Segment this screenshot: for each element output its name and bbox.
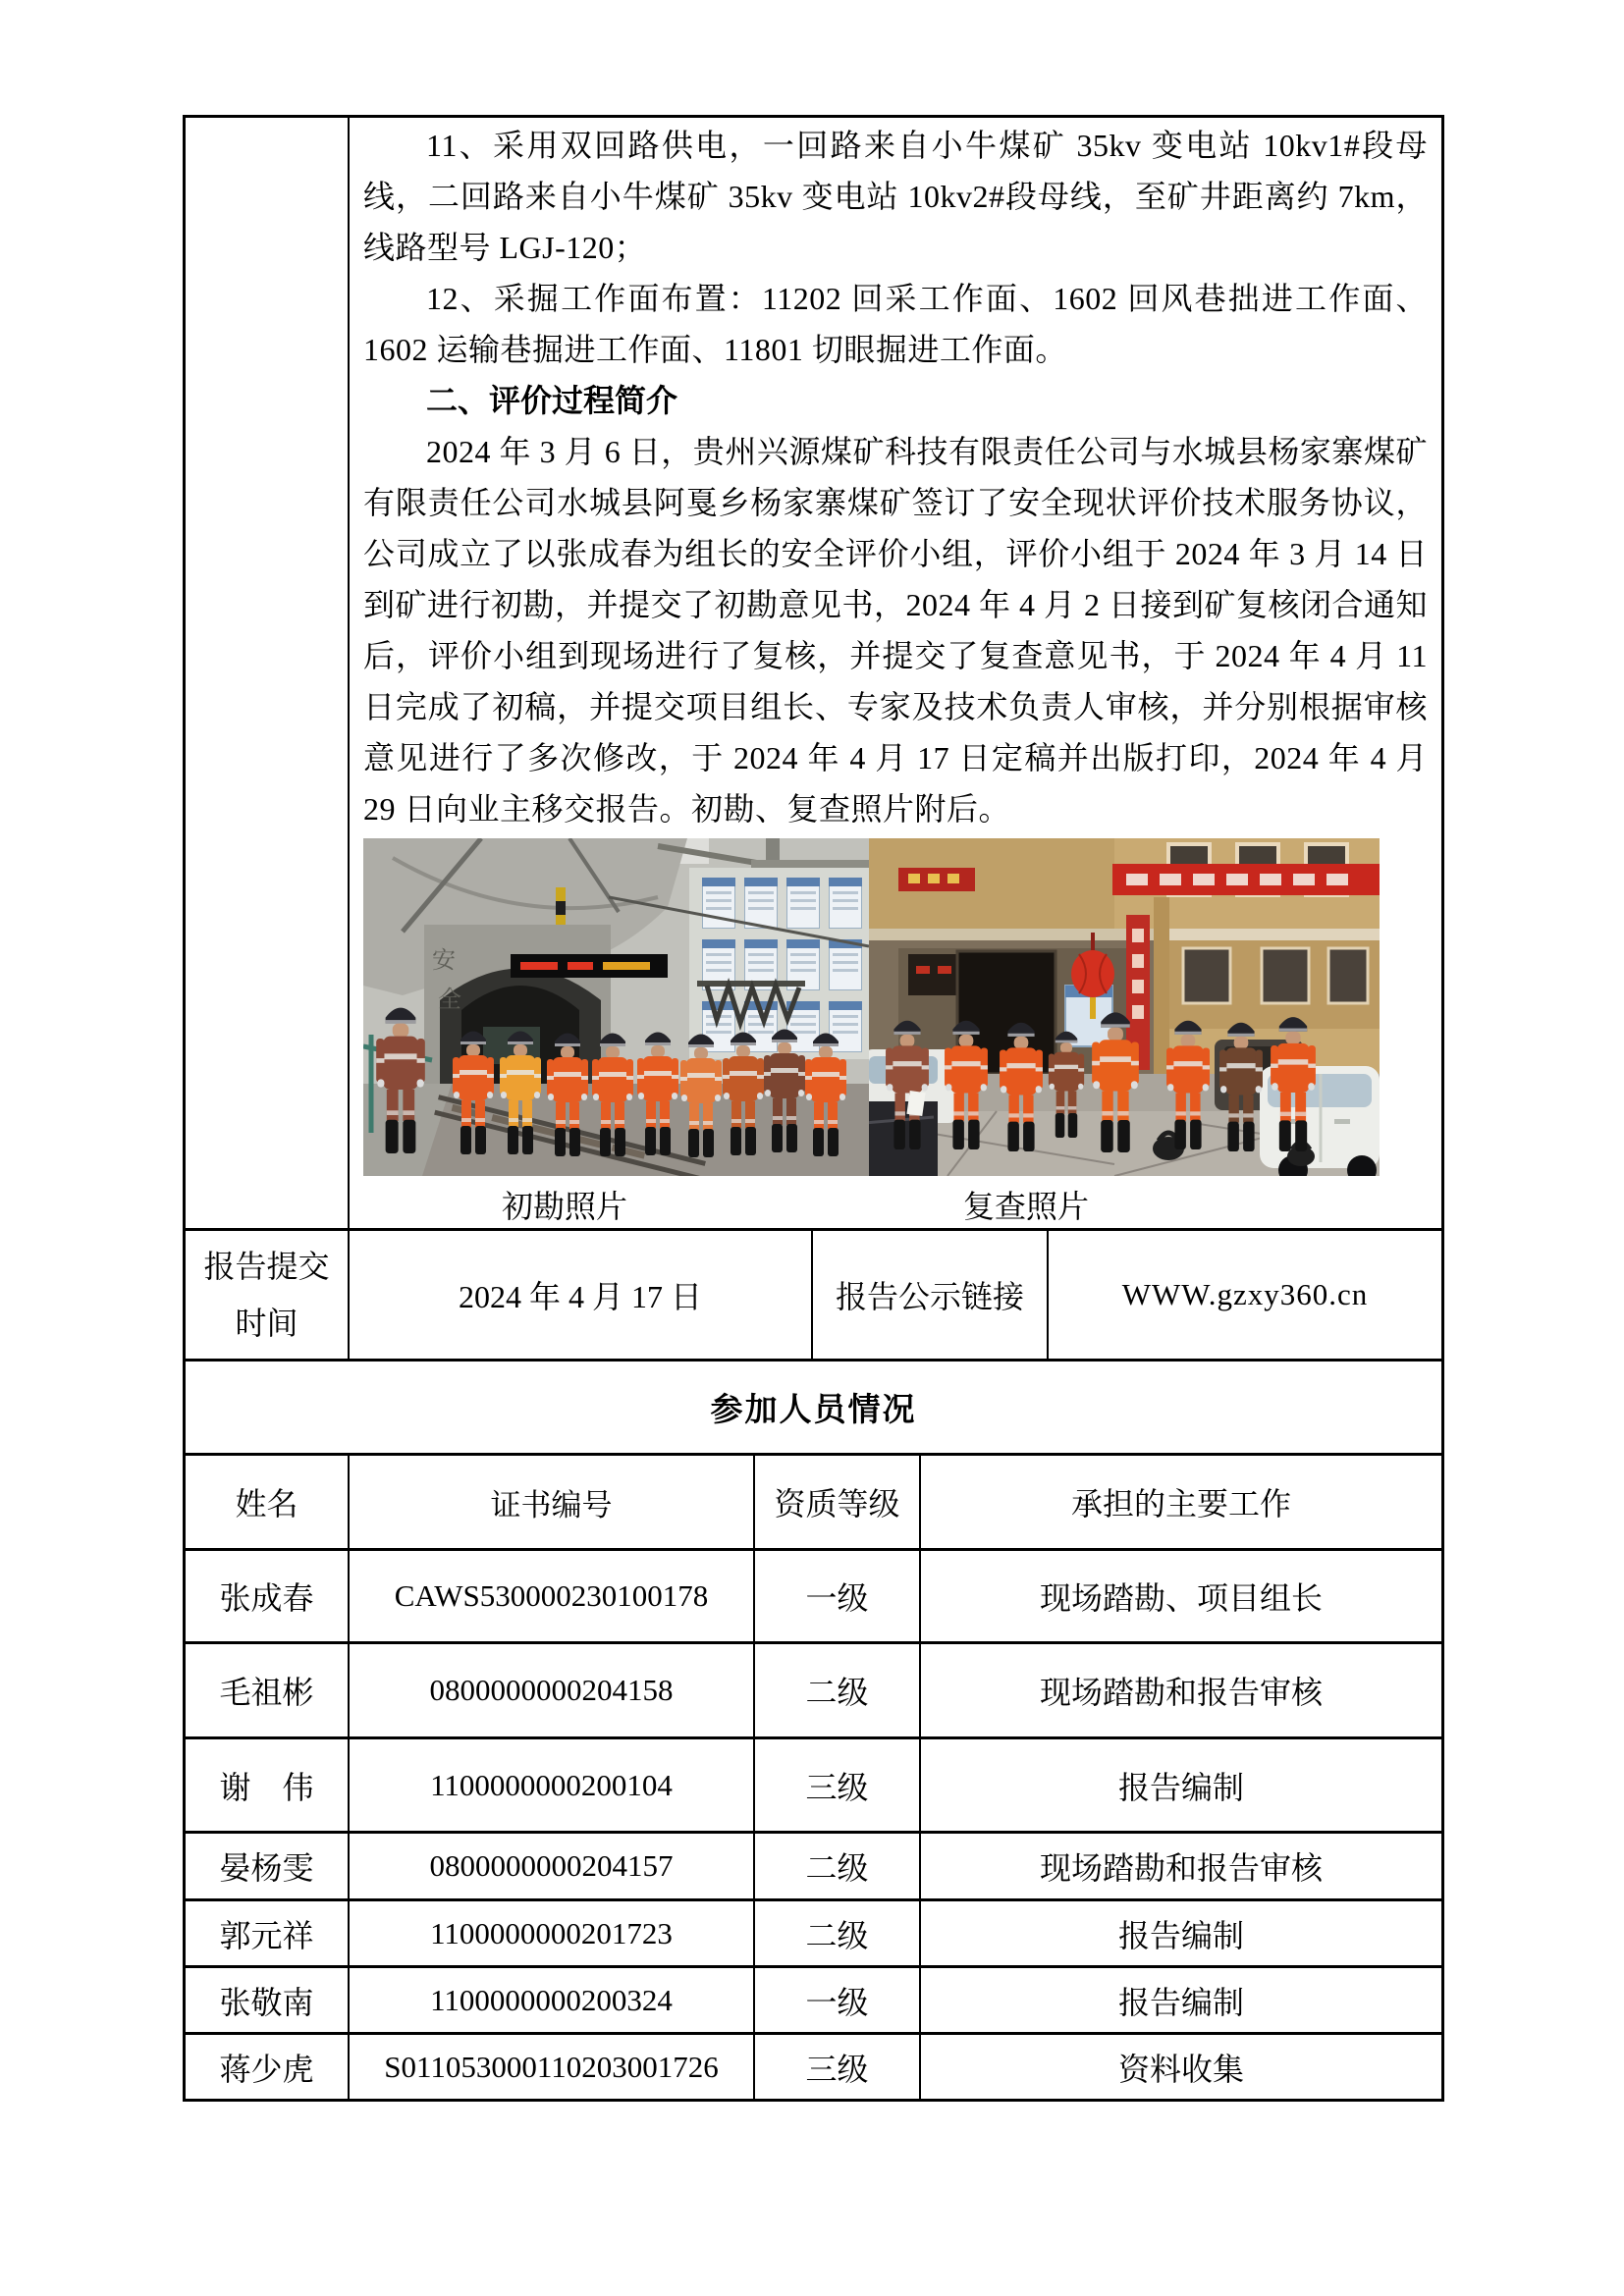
- person-main-work: 报告编制: [1117, 1984, 1244, 2020]
- personnel-row: [186, 1739, 1441, 1834]
- personnel-row: [186, 1834, 1441, 1901]
- photos-row: [363, 838, 1428, 1176]
- report-submit-time-label-line2: 时间: [235, 1306, 298, 1341]
- person-name: 晏杨雯: [186, 1834, 350, 1898]
- person-cert-number: 0800000000204158: [350, 1644, 755, 1736]
- person-name: 毛祖彬: [186, 1644, 350, 1736]
- person-qualification-level: 三级: [755, 1739, 921, 1831]
- person-name: 谢 伟: [186, 1739, 350, 1831]
- header-name: 姓名: [186, 1456, 350, 1548]
- review-photo: [869, 838, 1380, 1176]
- header-main-work: 承担的主要工作: [1070, 1486, 1291, 1522]
- person-qualification-level: 二级: [755, 1644, 921, 1736]
- personnel-row: [186, 1551, 1441, 1644]
- personnel-rows: [186, 1551, 1441, 2099]
- evaluation-content-cell: [350, 118, 1441, 1228]
- person-main-work: 资料收集: [1117, 2051, 1244, 2087]
- report-submit-time-label-line1: 报告提交: [203, 1249, 330, 1284]
- person-main-work: 报告编制: [1117, 1917, 1244, 1953]
- person-main-work: 现场踏勘和报告审核: [1039, 1675, 1323, 1710]
- svg-text:全: 全: [438, 988, 461, 1013]
- person-cert-number: S011053000110203001726: [350, 2035, 755, 2099]
- report-submit-row: [186, 1231, 1441, 1362]
- working-face-paragraph: 12、采掘工作面布置：11202 回采工作面、1602 回风巷拙进工作面、1602 运输巷掘进工作面、11801 切眼掘进工作面。: [363, 281, 1428, 367]
- report-submit-time-label: [186, 1231, 350, 1359]
- person-main-work: 报告编制: [1117, 1769, 1244, 1805]
- review-caption: 复查照片: [962, 1189, 1090, 1224]
- initial-survey-caption: 初勘照片: [501, 1189, 628, 1224]
- process-section-heading: 二、评价过程简介: [426, 383, 678, 418]
- svg-text:安: 安: [432, 948, 456, 974]
- table-continuation-row: [186, 118, 1441, 1231]
- person-cert-number: 1100000000201723: [350, 1901, 755, 1965]
- process-paragraph: 2024 年 3 月 6 日，贵州兴源煤矿科技有限责任公司与水城县杨家寨煤矿有限责任公司水城县阿戛乡杨家寨煤矿签订了安全现状评价技术服务协议，公司成立了以张成春为组长的安全评价小组，评价小组于 2024 年 3 月 14 日到矿进行初勘，并提交了初勘意见书，2024 年 4 月 2 日接到矿复核闭合通知后，评价小组到现场进行了复核，并提交了复查意见书，于 2024 年 4 月 11 日完成了初稿，并提交项目组长、专家及技术负责人审核，并分别根据审核意见进行了多次修改，于 2024 年 4 月 17 日定稿并出版打印，2024 年 4 月 29 日向业主移交报告。初勘、复查照片附后。: [363, 434, 1428, 827]
- personnel-header-row: [186, 1456, 1441, 1551]
- report-table: [183, 115, 1444, 2102]
- person-cert-number: 1100000000200104: [350, 1739, 755, 1831]
- initial-survey-photo: [363, 838, 869, 1176]
- person-qualification-level: 二级: [755, 1901, 921, 1965]
- person-name: 张成春: [186, 1551, 350, 1641]
- left-spacer-cell: [186, 118, 350, 1228]
- person-qualification-level: 三级: [755, 2035, 921, 2099]
- person-cert-number: CAWS530000230100178: [350, 1551, 755, 1641]
- photo-captions-row: [363, 1176, 1428, 1231]
- person-cert-number: 0800000000204157: [350, 1834, 755, 1898]
- personnel-row: [186, 2035, 1441, 2099]
- participants-section-title: 参加人员情况: [710, 1393, 917, 1428]
- person-qualification-level: 一级: [755, 1968, 921, 2032]
- person-name: 蒋少虎: [186, 2035, 350, 2099]
- personnel-row: [186, 1644, 1441, 1739]
- person-main-work: 现场踏勘、项目组长: [1039, 1580, 1323, 1616]
- person-name: 郭元祥: [186, 1901, 350, 1965]
- person-main-work: 现场踏勘和报告审核: [1039, 1850, 1323, 1886]
- report-public-link-label: 报告公示链接: [813, 1231, 1049, 1359]
- header-cert-number: 证书编号: [350, 1456, 755, 1548]
- person-cert-number: 1100000000200324: [350, 1968, 755, 2032]
- report-submit-date: 2024 年 4 月 17 日: [350, 1231, 813, 1359]
- personnel-row: [186, 1901, 1441, 1968]
- person-qualification-level: 一级: [755, 1551, 921, 1641]
- personnel-row: [186, 1968, 1441, 2035]
- person-qualification-level: 二级: [755, 1834, 921, 1898]
- header-qual-level: 资质等级: [755, 1456, 921, 1548]
- person-name: 张敬南: [186, 1968, 350, 2032]
- participants-title-row: [186, 1362, 1441, 1456]
- power-supply-paragraph: 11、采用双回路供电，一回路来自小牛煤矿 35kv 变电站 10kv1#段母线，二回路来自小牛煤矿 35kv 变电站 10kv2#段母线，至矿井距离约 7km，线路型号 LGJ-120；: [363, 128, 1428, 265]
- report-public-link-url: WWW.gzxy360.cn: [1121, 1277, 1369, 1311]
- evaluation-text-block: [363, 120, 1428, 834]
